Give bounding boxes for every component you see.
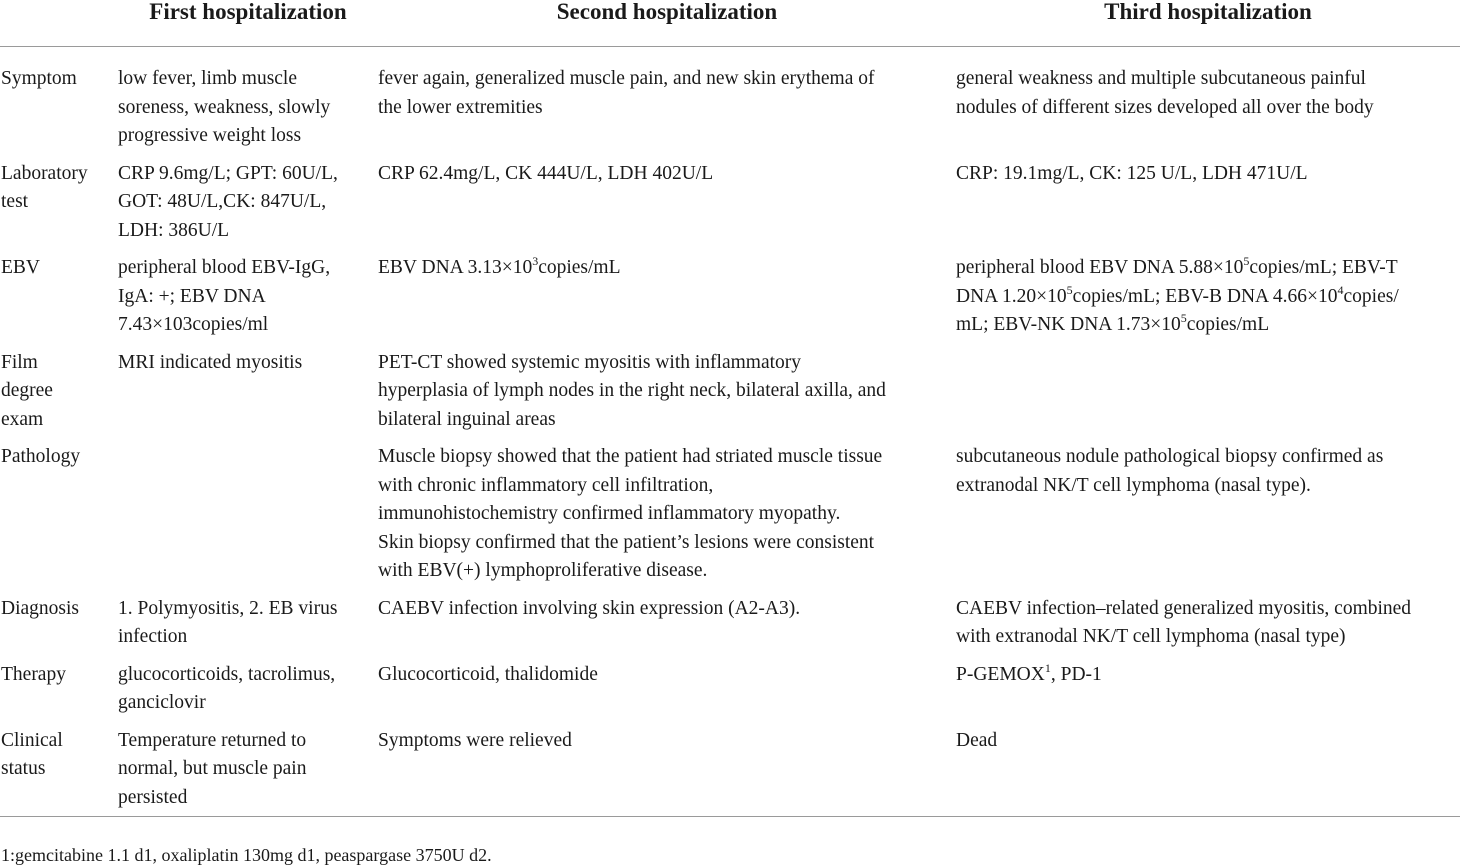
cell-third: [956, 595, 1460, 661]
text-segment: copies/mL: [538, 257, 621, 278]
row-label-cell: [0, 160, 118, 255]
row-label-cell: [0, 47, 118, 160]
cell-line: LDH: 386U/L: [118, 219, 230, 241]
cell-second: [378, 443, 956, 595]
cell-line: test: [1, 191, 29, 212]
table-row: [0, 595, 1460, 661]
cell-line: Laboratory: [1, 162, 88, 184]
cell-first: [118, 595, 378, 661]
cell-line: with chronic inflammatory cell infiltration,: [378, 474, 714, 496]
cell-second: [378, 349, 956, 444]
cell-line: Therapy: [1, 663, 66, 685]
table-body: [0, 47, 1460, 817]
header-row: [0, 0, 1460, 47]
text-segment: , PD-1: [1050, 663, 1102, 685]
cell-line: nodules of different sizes developed all over the body: [956, 96, 1374, 118]
cell-line: Film: [1, 351, 38, 373]
cell-line: fever again, generalized muscle pain, and new skin erythema of: [378, 68, 875, 89]
cell-second: [378, 595, 956, 661]
cell-line: [956, 283, 1460, 312]
header-cell-second: Second hospitalization: [378, 0, 956, 47]
table-row: [0, 661, 1460, 727]
cell-line: status: [1, 758, 46, 779]
cell-line: ganciclovir: [118, 692, 206, 713]
text-segment: peripheral blood EBV DNA 5.88×10: [956, 257, 1244, 278]
cell-line: Clinical: [1, 729, 63, 751]
cell-line: EBV: [1, 257, 40, 278]
text-segment: P-GEMOX: [956, 663, 1045, 685]
cell-line: soreness, weakness, slowly: [118, 96, 331, 118]
cell-line: bilateral inguinal areas: [378, 408, 556, 430]
table-row: [0, 443, 1460, 595]
cell-line: extranodal NK/T cell lymphoma (nasal type).: [956, 474, 1311, 496]
cell-second: [378, 727, 956, 817]
text-segment: copies/mL: [1186, 314, 1270, 335]
row-label-cell: [0, 443, 118, 595]
cell-line: persisted: [118, 786, 188, 808]
superscript: 4: [1337, 282, 1344, 297]
cell-line: 7.43×103copies/ml: [118, 314, 269, 335]
superscript: 5: [1180, 311, 1187, 325]
cell-line: with EBV(+) lymphoproliferative disease.: [378, 560, 708, 581]
cell-line: Skin biopsy confirmed that the patient’s lesions were consistent: [378, 531, 875, 553]
cell-line: with extranodal NK/T cell lymphoma (nasal type): [956, 626, 1346, 647]
cell-third: [956, 254, 1460, 349]
cell-line: [956, 254, 1460, 283]
cell-line: Symptoms were relieved: [378, 729, 572, 751]
cell-line: subcutaneous nodule pathological biopsy confirmed as: [956, 446, 1384, 467]
cell-line: 1. Polymyositis, 2. EB virus: [118, 597, 338, 619]
text-segment: DNA 1.20×10: [956, 285, 1067, 307]
cell-line: CRP: 19.1mg/L, CK: 125 U/L, LDH 471U/L: [956, 162, 1308, 184]
cell-line: CRP 9.6mg/L; GPT: 60U/L,: [118, 162, 338, 184]
cell-line: Temperature returned to: [118, 729, 307, 751]
cell-line: infection: [118, 626, 188, 647]
row-label-cell: [0, 254, 118, 349]
cell-second: [378, 160, 956, 255]
text-segment: copies/mL; EBV-T: [1249, 257, 1398, 278]
text-segment: copies/: [1343, 285, 1399, 307]
header-cell-first: First hospitalization: [118, 0, 378, 47]
table-row: [0, 160, 1460, 255]
text-segment: copies/mL; EBV-B DNA 4.66×10: [1072, 285, 1338, 307]
cell-line: the lower extremities: [378, 96, 543, 118]
cell-third: [956, 47, 1460, 160]
cell-line: Muscle biopsy showed that the patient had striated muscle tissue: [378, 446, 883, 467]
table-footnote: 1:gemcitabine 1.1 d1, oxaliplatin 130mg d1, peaspargase 3750U d2.: [1, 845, 492, 865]
cell-line: low fever, limb muscle: [118, 68, 298, 89]
text-segment: mL; EBV-NK DNA 1.73×10: [956, 314, 1181, 335]
cell-line: degree: [1, 380, 53, 401]
row-label-cell: [0, 661, 118, 727]
cell-line: [956, 661, 1460, 690]
cell-line: Glucocorticoid, thalidomide: [378, 663, 598, 685]
cell-line: peripheral blood EBV-IgG,: [118, 257, 331, 278]
cell-line: progressive weight loss: [118, 125, 302, 146]
cell-line: [378, 254, 956, 283]
cell-third: [956, 443, 1460, 595]
cell-first: [118, 661, 378, 727]
cell-line: glucocorticoids, tacrolimus,: [118, 663, 336, 685]
cell-first: [118, 47, 378, 160]
superscript: 3: [532, 254, 539, 268]
cell-line: immunohistochemistry confirmed inflammatory myopathy.: [378, 503, 841, 524]
header-cell-third: Third hospitalization: [956, 0, 1460, 47]
cell-line: CAEBV infection–related generalized myositis, combined: [956, 597, 1412, 619]
cell-line: [956, 311, 1460, 340]
superscript: 5: [1243, 254, 1250, 268]
cell-second: [378, 254, 956, 349]
cell-second: [378, 661, 956, 727]
table-row: [0, 349, 1460, 444]
cell-line: hyperplasia of lymph nodes in the right neck, bilateral axilla, and: [378, 380, 886, 401]
cell-first: [118, 160, 378, 255]
text-segment: EBV DNA 3.13×10: [378, 257, 533, 278]
cell-line: Pathology: [1, 446, 81, 467]
superscript: 5: [1066, 282, 1073, 297]
cell-first: [118, 727, 378, 817]
cell-first: [118, 254, 378, 349]
cell-third: [956, 727, 1460, 817]
cell-second: [378, 47, 956, 160]
cell-line: CRP 62.4mg/L, CK 444U/L, LDH 402U/L: [378, 162, 714, 184]
header-cell-label: [0, 0, 118, 47]
cell-third: [956, 661, 1460, 727]
cell-line: CAEBV infection involving skin expression (A2-A3).: [378, 597, 801, 619]
cell-line: PET-CT showed systemic myositis with inflammatory: [378, 351, 802, 373]
cell-line: general weakness and multiple subcutaneous painful: [956, 68, 1366, 89]
cell-third: [956, 349, 1460, 444]
cell-third: [956, 160, 1460, 255]
table-row: [0, 254, 1460, 349]
cell-first: [118, 443, 378, 595]
table-row: [0, 47, 1460, 160]
cell-line: MRI indicated myositis: [118, 351, 303, 373]
cell-line: Diagnosis: [1, 597, 79, 619]
cell-line: GOT: 48U/L,CK: 847U/L,: [118, 191, 327, 212]
table-row: [0, 727, 1460, 817]
superscript: 1: [1044, 660, 1051, 675]
cell-line: Dead: [956, 729, 998, 751]
cell-first: [118, 349, 378, 444]
row-label-cell: [0, 349, 118, 444]
table-header: [0, 0, 1460, 47]
cell-line: Symptom: [1, 68, 77, 89]
cell-line: IgA: +; EBV DNA: [118, 285, 266, 307]
cell-line: normal, but muscle pain: [118, 758, 307, 779]
row-label-cell: [0, 595, 118, 661]
row-label-cell: [0, 727, 118, 817]
cell-line: exam: [1, 408, 44, 430]
